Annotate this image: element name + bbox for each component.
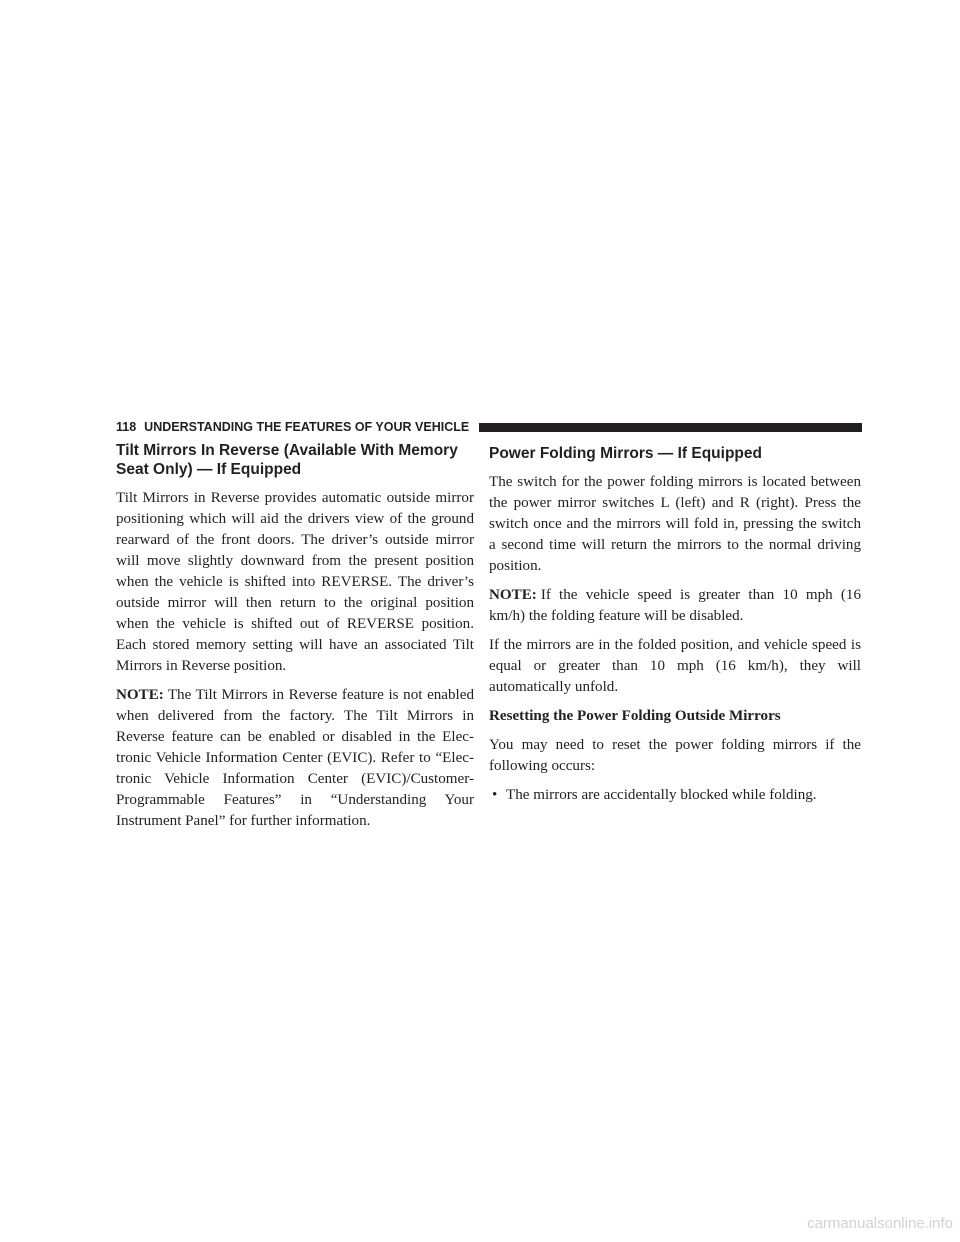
left-column [116,441,474,840]
page-number: 118 [116,420,137,434]
tilt-mirrors-paragraph: Tilt Mirrors in Reverse provides automatic outside mirror positioning which will aid the drivers view of the ground rearward of the front doors. The driver’s outside mirror will move slightly downward from the present position when the vehicle is shifted into REVERSE. The driver’s outside mirror will then return to the original position when the vehicle is shifted out of REVERSE position. Each stored memory setting will have an associated Tilt Mirrors in Reverse position. [116,490,474,674]
right-column [489,441,861,806]
list-item-text: The mirrors are accidentally blocked while folding. [506,787,817,803]
power-folding-heading: Power Folding Mirrors — If Equipped [489,445,762,462]
note-label: NOTE: [489,587,537,603]
header-rule [479,423,862,432]
reset-conditions-list [489,785,861,806]
bullet-icon: • [492,787,498,803]
unfold-paragraph: If the mirrors are in the folded position, and vehicle speed is equal or greater than 10 mph (16 km/h), they will automatically unfold. [489,637,861,695]
list-item [489,785,861,806]
section-title: UNDERSTANDING THE FEATURES OF YOUR VEHICLE [144,420,470,434]
note-text: The Tilt Mirrors in Reverse feature is not enabled when delivered from the factory. The Tilt Mirrors in Reverse feature can be enabled or disabled in the Elec-tronic Vehicle Information Center (EVIC). Refer to “Elec-tronic Vehicle Information Center (EVIC)/Customer-Programmable Features” in “Understanding Your Instrument Panel” for further information. [116,687,474,829]
note-label: NOTE: [116,687,164,703]
reset-paragraph: You may need to reset the power folding mirrors if the following occurs: [489,737,861,774]
note-text: If the vehicle speed is greater than 10 mph (16 km/h) the folding feature will be disabled. [489,587,861,624]
watermark: carmanualsonline.info [807,1215,953,1232]
page-header [116,418,862,436]
power-folding-paragraph: The switch for the power folding mirrors is located between the power mirror switches L (left) and R (right). Press the switch once and the mirrors will fold in, pressing the switch a second time will return the mirrors to the normal driving position. [489,474,861,574]
power-folding-note [489,585,861,627]
tilt-mirrors-heading: Tilt Mirrors In Reverse (Available With Memory Seat Only) — If Equipped [116,442,458,478]
reset-subheading: Resetting the Power Folding Outside Mirrors [489,708,781,724]
tilt-mirrors-note [116,685,474,832]
